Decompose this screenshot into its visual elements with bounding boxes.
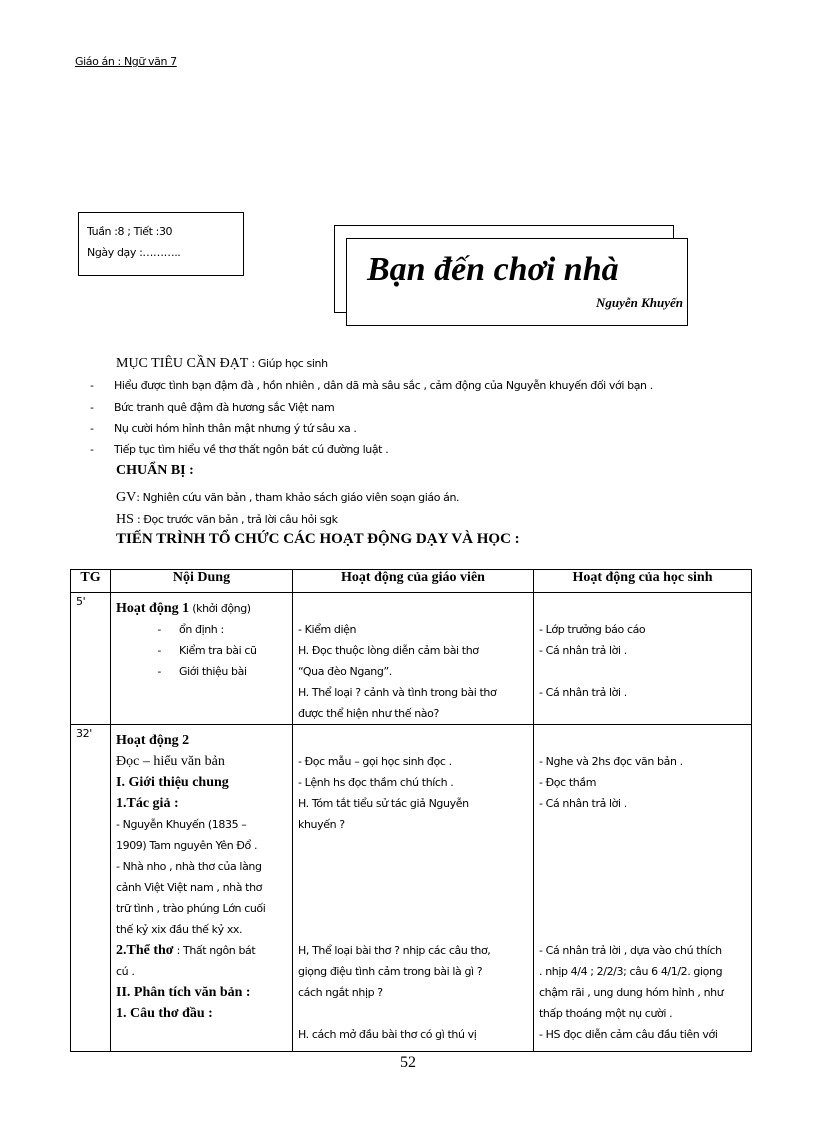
objectives-intro: : Giúp học sinh — [248, 357, 328, 370]
activity-title: Hoạt động 1 (khởi động) — [116, 601, 251, 616]
title-box — [346, 238, 688, 326]
lesson-author: Nguyễn Khuyến — [595, 295, 683, 310]
table-row — [71, 725, 752, 1052]
content-cell: Hoạt động 2 Đọc – hiểu văn bản I. Giới thiệu chung 1.Tác giả : - Nguyễn Khuyến (1835 – 1909) Tam nguyên Yên Đổ . - Nhà nho , nhà thơ của làng cảnh Việt Việt nam , nhà thơ trữ tình , trào phúng Lớn cuối thế kỷ xix đầu thế kỷ xx. 2.Thể thơ : Thất ngôn bát cú . II. Phân tích văn bản : 1. Câu thơ đầu : — [111, 725, 293, 1052]
lesson-plan-table — [70, 569, 752, 1052]
time-cell: 32' — [71, 725, 111, 1052]
gv-label: GV — [116, 490, 137, 505]
column-header-content: Nội Dung — [111, 570, 293, 593]
objectives-heading: MỤC TIÊU CẦN ĐẠT — [116, 356, 249, 371]
objectives-heading-line — [116, 352, 796, 372]
list-item: - Kiểm tra bài cũ — [157, 644, 257, 657]
page-number: 52 — [400, 1054, 416, 1071]
preparation-heading: CHUẨN BỊ : — [116, 463, 194, 478]
preparation-hs — [116, 508, 796, 528]
list-item: - Giới thiệu bài — [157, 665, 247, 678]
column-header-time: TG — [71, 570, 111, 593]
preparation-gv — [116, 486, 796, 506]
time-cell: 5' — [71, 593, 111, 725]
lesson-title: Bạn đến chơi nhà — [367, 251, 619, 288]
teaching-date-line: Ngày dạy :……….. — [87, 246, 181, 259]
teacher-cell: - Đọc mẫu – gọi học sinh đọc . - Lệnh hs đọc thầm chú thích . H. Tóm tắt tiểu sử tác giả Nguyễn khuyến ? H, Thể loại bài thơ ? nhịp các câu thơ, giọng điệu tình cảm trong bài là gì ? cách ngắt nhịp ? H. cách mở đầu bài thơ có gì thú vị — [293, 725, 534, 1052]
course-header: Giáo án : Ngữ văn 7 — [75, 55, 177, 68]
column-header-student: Hoạt động của học sinh — [534, 570, 752, 593]
genre-line: 2.Thể thơ : Thất ngôn bát — [116, 943, 256, 958]
gv-text: : Nghiên cứu văn bản , tham khảo sách giáo viên soạn giáo án. — [136, 491, 460, 504]
week-period-line: Tuần :8 ; Tiết :30 — [87, 225, 173, 238]
week-info-box — [78, 212, 244, 276]
column-header-teacher: Hoạt động của giáo viên — [293, 570, 534, 593]
content-cell — [111, 593, 293, 725]
table-row — [71, 593, 752, 725]
hs-text: : Đọc trước văn bản , trả lời câu hỏi sgk — [133, 513, 338, 526]
table-header-row — [71, 570, 752, 593]
list-item: - ổn định : — [157, 623, 224, 636]
teacher-cell: - Kiểm diện H. Đọc thuộc lòng diễn cảm bài thơ “Qua đèo Ngang”. H. Thể loại ? cảnh và tình trong bài thơ được thể hiện như thế nào? — [293, 593, 534, 725]
hs-label: HS — [116, 512, 134, 527]
process-heading: TIẾN TRÌNH TỔ CHỨC CÁC HOẠT ĐỘNG DẠY VÀ HỌC : — [116, 531, 520, 547]
student-cell: - Nghe và 2hs đọc văn bản . - Đọc thầm - Cá nhân trả lời . - Cá nhân trả lời , dựa vào chú thích . nhịp 4/4 ; 2/2/3; câu 6 4/1/2. giọng chậm rãi , ung dung hóm hỉnh , như thấp thoáng một nụ cười . - HS đọc diễn cảm câu đầu tiên với — [534, 725, 752, 1052]
student-cell: - Lớp trưởng báo cáo - Cá nhân trả lời . - Cá nhân trả lời . — [534, 593, 752, 725]
